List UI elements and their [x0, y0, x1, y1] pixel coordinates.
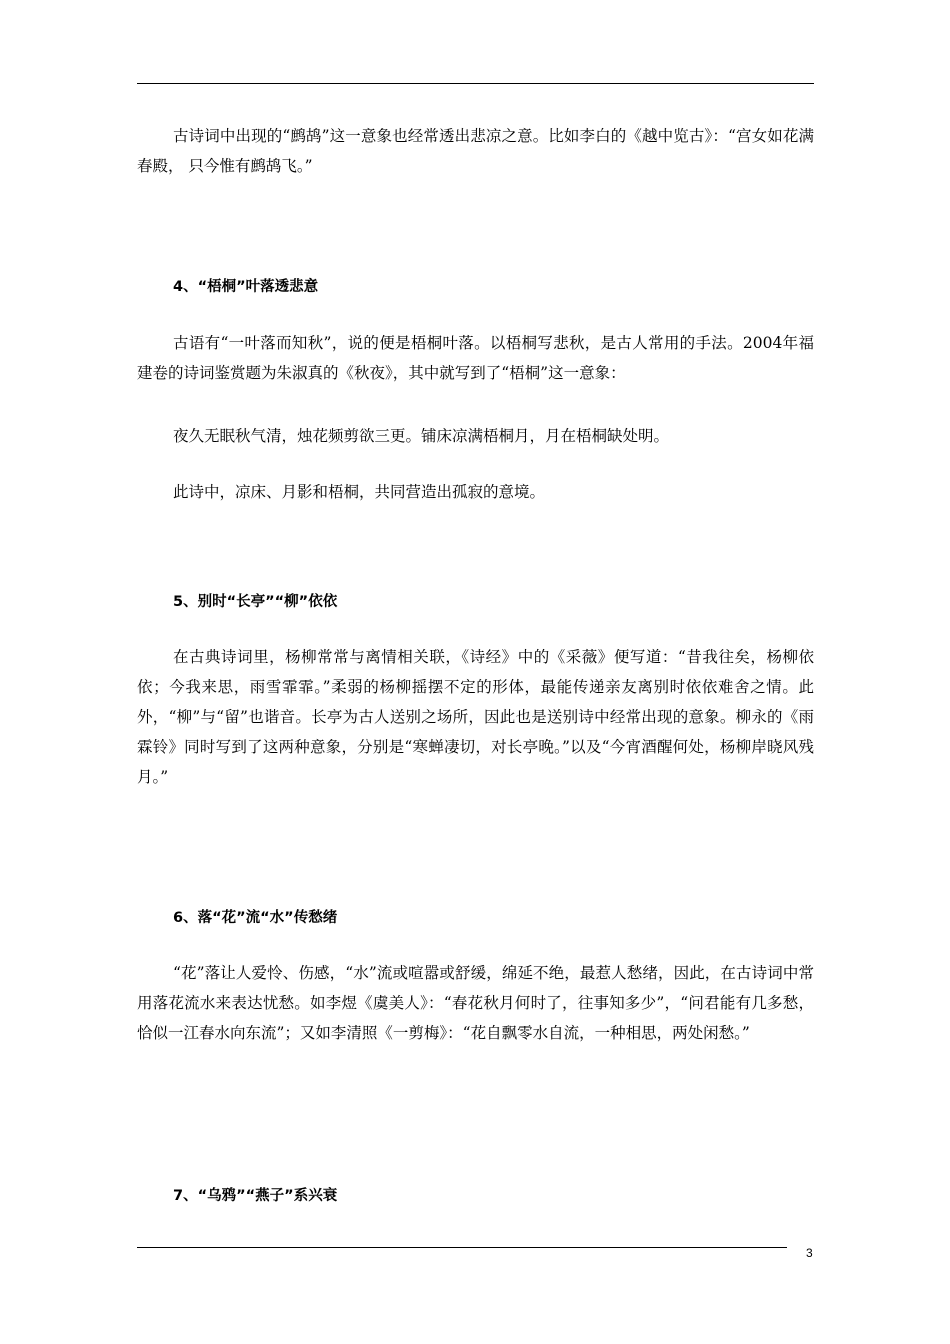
- footer-rule: [137, 1247, 787, 1248]
- heading-section-6: 6、落“花”流“水”传愁绪: [173, 910, 338, 926]
- paragraph-wutong-summary: 此诗中，凉床、月影和梧桐，共同营造出孤寂的意境。: [173, 483, 546, 501]
- heading-section-4: 4、“梧桐”叶落透悲意: [173, 279, 319, 295]
- heading-section-5: 5、别时“长亭”“柳”依依: [173, 594, 338, 610]
- paragraph-willow-pavilion: 在古典诗词里，杨柳常常与离情相关联，《诗经》中的《采薇》便写道：“昔我往矣，杨柳依依；今我来思，雨雪霏霏。”柔弱的杨柳摇摆不定的形体，最能传递亲友离别时依依难舍之情。此外，“柳”与“留”也谐音。长亭为古人送别之场所，因此也是送别诗中经常出现的意象。柳永的《雨霖铃》同时写到了这两种意象，分别是“寒蝉凄切，对长亭晚。”以及“今宵酒醒何处，杨柳岸晓风残月。”: [137, 648, 814, 786]
- paragraph-partridge: 古诗词中出现的“鹧鸪”这一意象也经常透出悲凉之意。比如李白的《越中览古》：“宫女如花满春殿， 只今惟有鹧鸪飞。”: [137, 127, 814, 175]
- page-number: 3: [806, 1246, 813, 1260]
- header-rule: [137, 83, 814, 84]
- heading-section-7: 7、“乌鸦”“燕子”系兴衰: [173, 1188, 338, 1204]
- paragraph-flower-water: “花”落让人爱怜、伤感，“水”流或喧嚣或舒缓，绵延不绝，最惹人愁绪，因此，在古诗词中常用落花流水来表达忧愁。如李煜《虞美人》：“春花秋月何时了，往事知多少”，“问君能有几多愁，恰似一江春水向东流”；又如李清照《一剪梅》：“花自飘零水自流，一种相思，两处闲愁。”: [137, 964, 814, 1042]
- paragraph-wutong-intro: 古语有“一叶落而知秋”，说的便是梧桐叶落。以梧桐写悲秋，是古人常用的手法。2004年福建卷的诗词鉴赏题为朱淑真的《秋夜》，其中就写到了“梧桐”这一意象：: [137, 334, 814, 382]
- poem-qiuye: 夜久无眠秋气清，烛花频剪欲三更。铺床凉满梧桐月，月在梧桐缺处明。: [173, 427, 670, 445]
